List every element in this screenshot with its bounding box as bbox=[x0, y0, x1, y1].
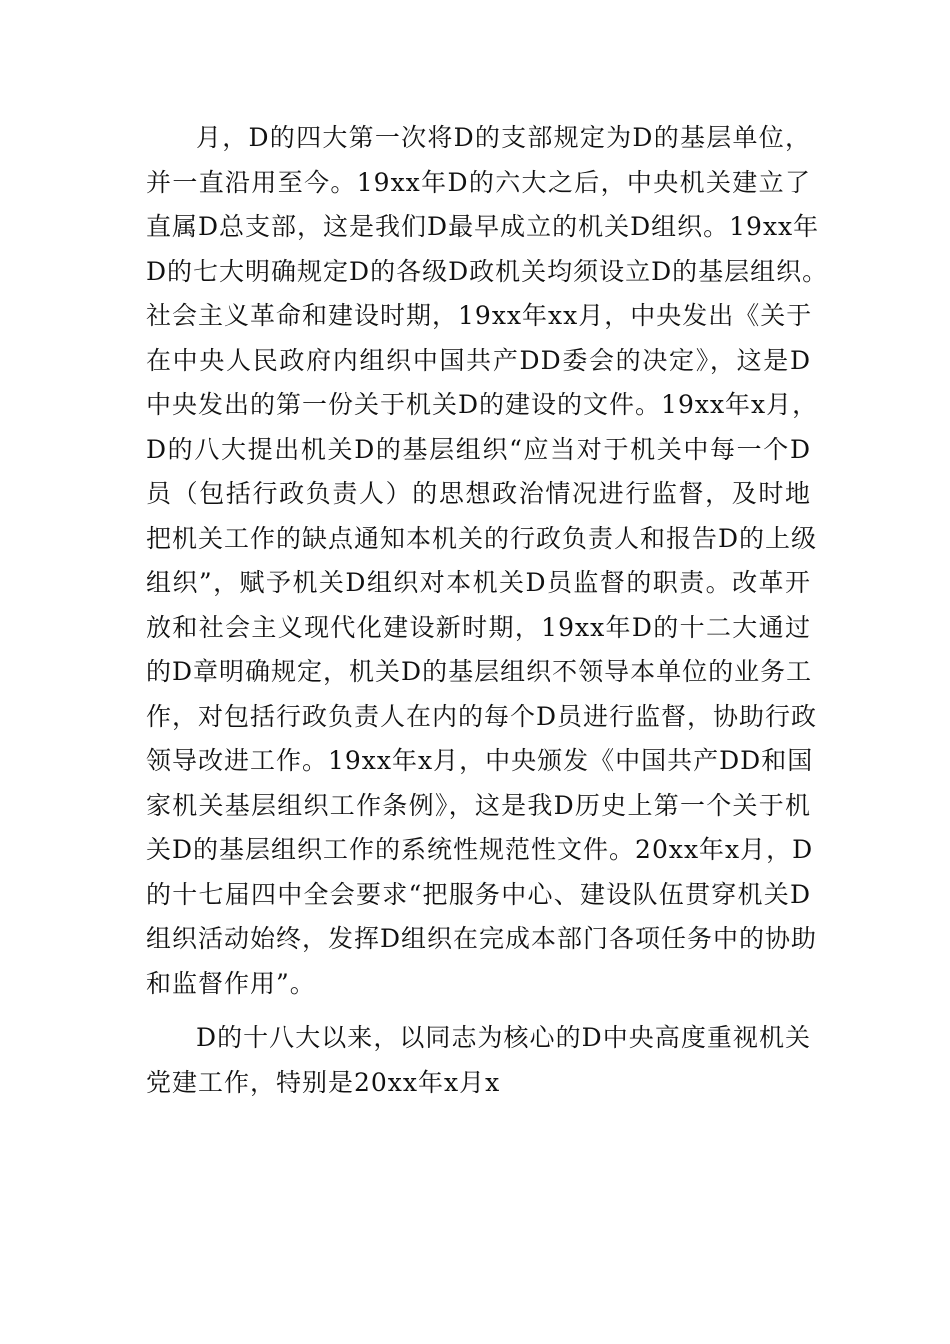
paragraph-1-line-9: 员（包括行政负责人）的思想政治情况进行监督，及时地 bbox=[146, 479, 811, 508]
paragraph-1-line-20: 和监督作用”。 bbox=[146, 968, 316, 998]
paragraph-1-line-5: 社会主义革命和建设时期，19xx年xx月，中央发出《关于 bbox=[146, 301, 813, 330]
paragraph-1-line-4: D的七大明确规定D的各级D政机关均须设立D的基层组织。 bbox=[146, 256, 829, 286]
paragraph-1-line-18: 的十七届四中全会要求“把服务中心、建设队伍贯穿机关D bbox=[146, 879, 811, 909]
paragraph-1-line-14: 作，对包括行政负责人在内的每个D员进行监督，协助行政 bbox=[146, 701, 818, 731]
paragraph-1-line-19: 组织活动始终，发挥D组织在完成本部门各项任务中的协助 bbox=[146, 924, 818, 953]
paragraph-1-line-16: 家机关基层组织工作条例》，这是我D历史上第一个关于机 bbox=[146, 790, 811, 820]
paragraph-1-line-17: 关D的基层组织工作的系统性规范性文件。20xx年x月，D bbox=[146, 835, 814, 864]
paragraph-spacing bbox=[146, 1006, 811, 1016]
paragraph-1-line-10: 把机关工作的缺点通知本机关的行政负责人和报告D的上级 bbox=[146, 523, 818, 553]
paragraph-1-line-11: 组织”，赋予机关D组织对本机关D员监督的职责。改革开 bbox=[146, 568, 811, 597]
paragraph-1-line-2: 并一直沿用至今。19xx年D的六大之后，中央机关建立了 bbox=[146, 167, 811, 197]
paragraph-1-line-15: 领导改进工作。19xx年x月，中央颁发《中国共产DD和国 bbox=[146, 746, 814, 775]
document-body bbox=[146, 116, 829, 1105]
paragraph-1-line-8: D的八大提出机关D的基层组织“应当对于机关中每一个D bbox=[146, 434, 811, 464]
paragraph-1-line-6: 在中央人民政府内组织中国共产DD委会的决定》，这是D bbox=[146, 345, 811, 375]
paragraph-1-line-13: 的D章明确规定，机关D的基层组织不领导本单位的业务工 bbox=[146, 657, 813, 686]
paragraph-2-line-2: 党建工作，特别是20xx年x月x bbox=[146, 1067, 501, 1097]
paragraph-1-line-7: 中央发出的第一份关于机关D的建设的文件。19xx年x月， bbox=[146, 390, 819, 419]
paragraph-1-line-1: 月，D的四大第一次将D的支部规定为D的基层单位， bbox=[196, 123, 811, 152]
paragraph-1-line-12: 放和社会主义现代化建设新时期，19xx年D的十二大通过 bbox=[146, 612, 811, 642]
paragraph-1-line-3: 直属D总支部，这是我们D最早成立的机关D组织。19xx年 bbox=[146, 212, 820, 241]
paragraph-2-line-1: D的十八大以来，以同志为核心的D中央高度重视机关 bbox=[196, 1023, 811, 1052]
